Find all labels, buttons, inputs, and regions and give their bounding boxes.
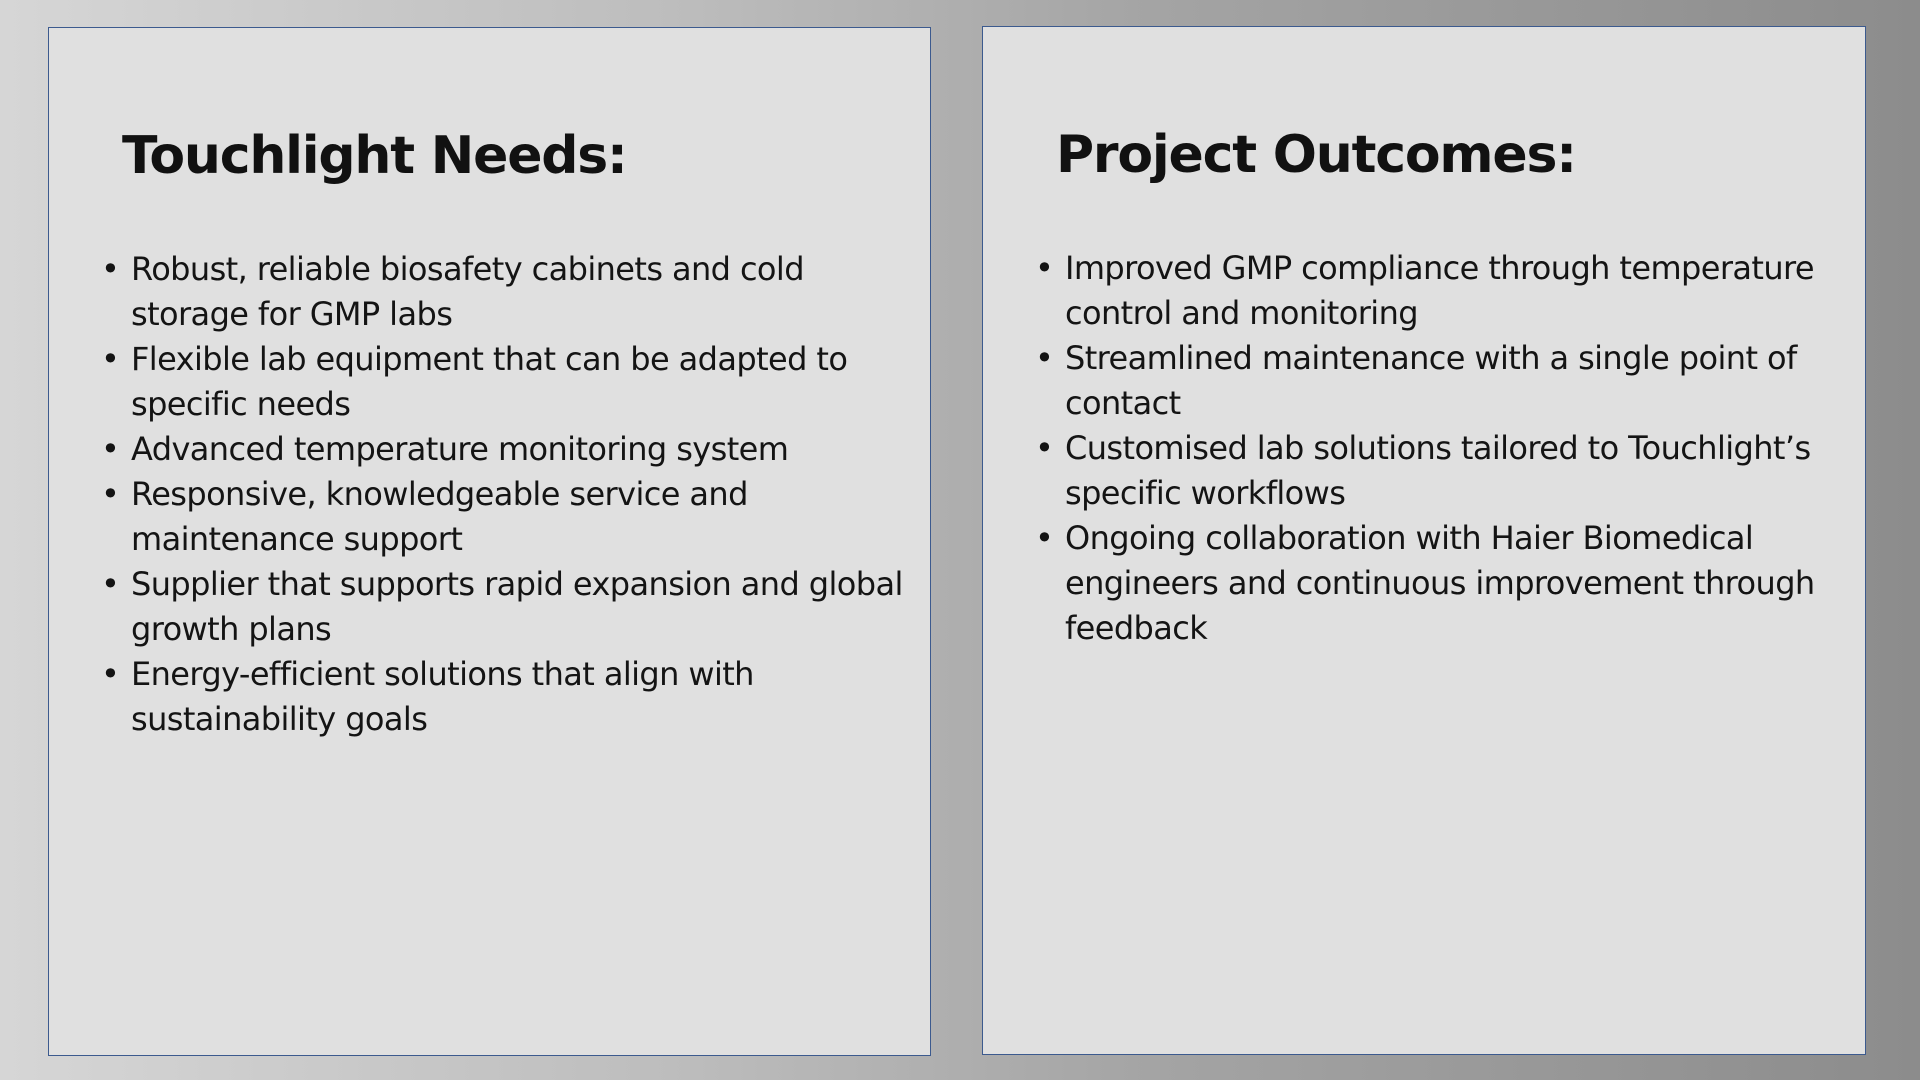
- list-item-text: Energy-efficient solutions that align with sustainability goals: [131, 655, 754, 738]
- list-item: [1035, 246, 1859, 336]
- bullet-icon: •: [1035, 519, 1054, 557]
- list-item: [101, 247, 924, 337]
- touchlight-needs-title: Touchlight Needs:: [122, 126, 627, 186]
- list-item: [101, 427, 924, 472]
- touchlight-needs-list: [101, 247, 924, 742]
- bullet-icon: •: [101, 250, 120, 288]
- bullet-icon: •: [101, 340, 120, 378]
- list-item: [1035, 426, 1859, 516]
- bullet-icon: •: [1035, 339, 1054, 377]
- bullet-icon: •: [101, 565, 120, 603]
- list-item-text: Flexible lab equipment that can be adapted to specific needs: [131, 340, 848, 423]
- bullet-icon: •: [101, 655, 120, 693]
- list-item: [1035, 516, 1859, 651]
- list-item-text: Advanced temperature monitoring system: [131, 430, 789, 468]
- touchlight-needs-panel: [48, 27, 931, 1056]
- list-item: [1035, 336, 1859, 426]
- list-item-text: Robust, reliable biosafety cabinets and cold storage for GMP labs: [131, 250, 804, 333]
- project-outcomes-panel: [982, 26, 1866, 1055]
- list-item-text: Responsive, knowledgeable service and maintenance support: [131, 475, 748, 558]
- list-item-text: Supplier that supports rapid expansion and global growth plans: [131, 565, 903, 648]
- list-item-text: Customised lab solutions tailored to Touchlight’s specific workflows: [1065, 429, 1811, 512]
- bullet-icon: •: [101, 475, 120, 513]
- list-item-text: Improved GMP compliance through temperature control and monitoring: [1065, 249, 1814, 332]
- list-item: [101, 562, 924, 652]
- project-outcomes-list: [1035, 246, 1859, 651]
- list-item-text: Streamlined maintenance with a single point of contact: [1065, 339, 1797, 422]
- list-item: [101, 337, 924, 427]
- list-item: [101, 652, 924, 742]
- list-item-text: Ongoing collaboration with Haier Biomedical engineers and continuous improvement through feedback: [1065, 519, 1815, 647]
- bullet-icon: •: [1035, 249, 1054, 287]
- bullet-icon: •: [1035, 429, 1054, 467]
- project-outcomes-title: Project Outcomes:: [1056, 125, 1576, 185]
- list-item: [101, 472, 924, 562]
- bullet-icon: •: [101, 430, 120, 468]
